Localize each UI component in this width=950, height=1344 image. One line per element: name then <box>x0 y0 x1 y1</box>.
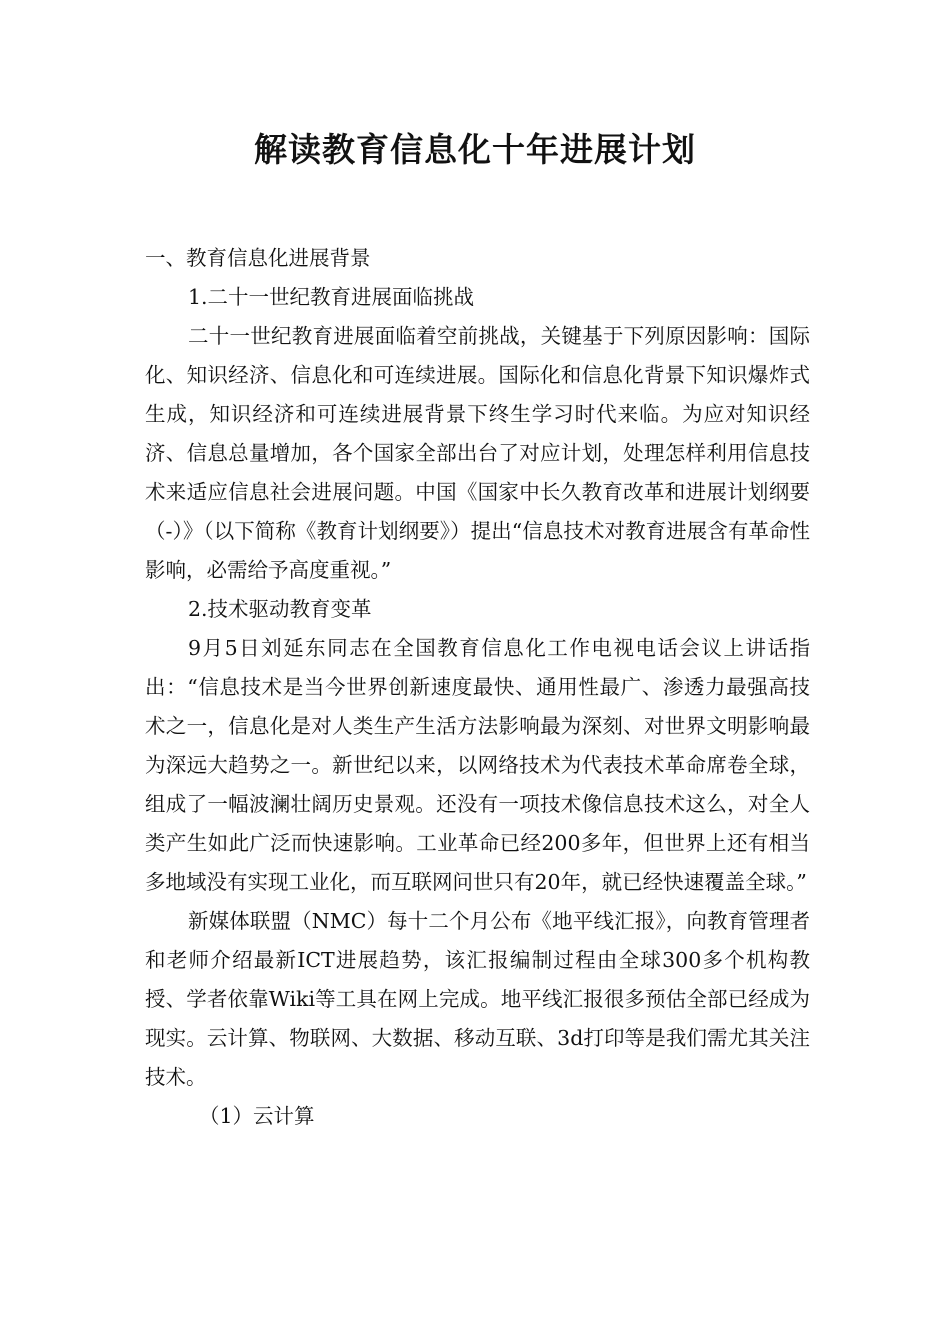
section-heading: 一、教育信息化进展背景 <box>145 246 371 270</box>
subsection-heading: 1.二十一世纪教育进展面临挑战 <box>188 285 475 309</box>
document-body <box>145 239 810 1136</box>
body-paragraph: 新媒体联盟（NMC）每十二个月公布《地平线汇报》，向教育管理者和老师介绍最新ICT进展趋势，该汇报编制过程由全球300多个机构教授、学者依靠Wiki等工具在网上完成。地平线汇报很多预估全部已经成为现实。云计算、物联网、大数据、移动互联、3d打印等是我们需尤其关注技术。 <box>145 909 810 1089</box>
list-item-heading: （1）云计算 <box>199 1104 315 1128</box>
body-paragraph: 二十一世纪教育进展面临着空前挑战，关键基于下列原因影响：国际化、知识经济、信息化和可连续进展。国际化和信息化背景下知识爆炸式生成，知识经济和可连续进展背景下终生学习时代来临。为应对知识经济、信息总量增加，各个国家全部出台了对应计划，处理怎样利用信息技术来适应信息社会进展问题。中国《国家中长久教育改革和进展计划纲要（-）》（以下简称《教育计划纲要》）提出“信息技术对教育进展含有革命性影响，必需给予高度重视。” <box>145 324 810 582</box>
document-title: 解读教育信息化十年进展计划 <box>254 130 696 169</box>
body-paragraph: 9月5日刘延东同志在全国教育信息化工作电视电话会议上讲话指出：“信息技术是当今世界创新速度最快、通用性最广、渗透力最强高技术之一，信息化是对人类生产生活方法影响最为深刻、对世界文明影响最为深远大趋势之一。新世纪以来，以网络技术为代表技术革命席卷全球，组成了一幅波澜壮阔历史景观。还没有一项技术像信息技术这么，对全人类产生如此广泛而快速影响。工业革命已经200多年，但世界上还有相当多地域没有实现工业化，而互联网问世只有20年，就已经快速覆盖全球。” <box>145 636 810 894</box>
subsection-heading: 2.技术驱动教育变革 <box>188 597 372 621</box>
